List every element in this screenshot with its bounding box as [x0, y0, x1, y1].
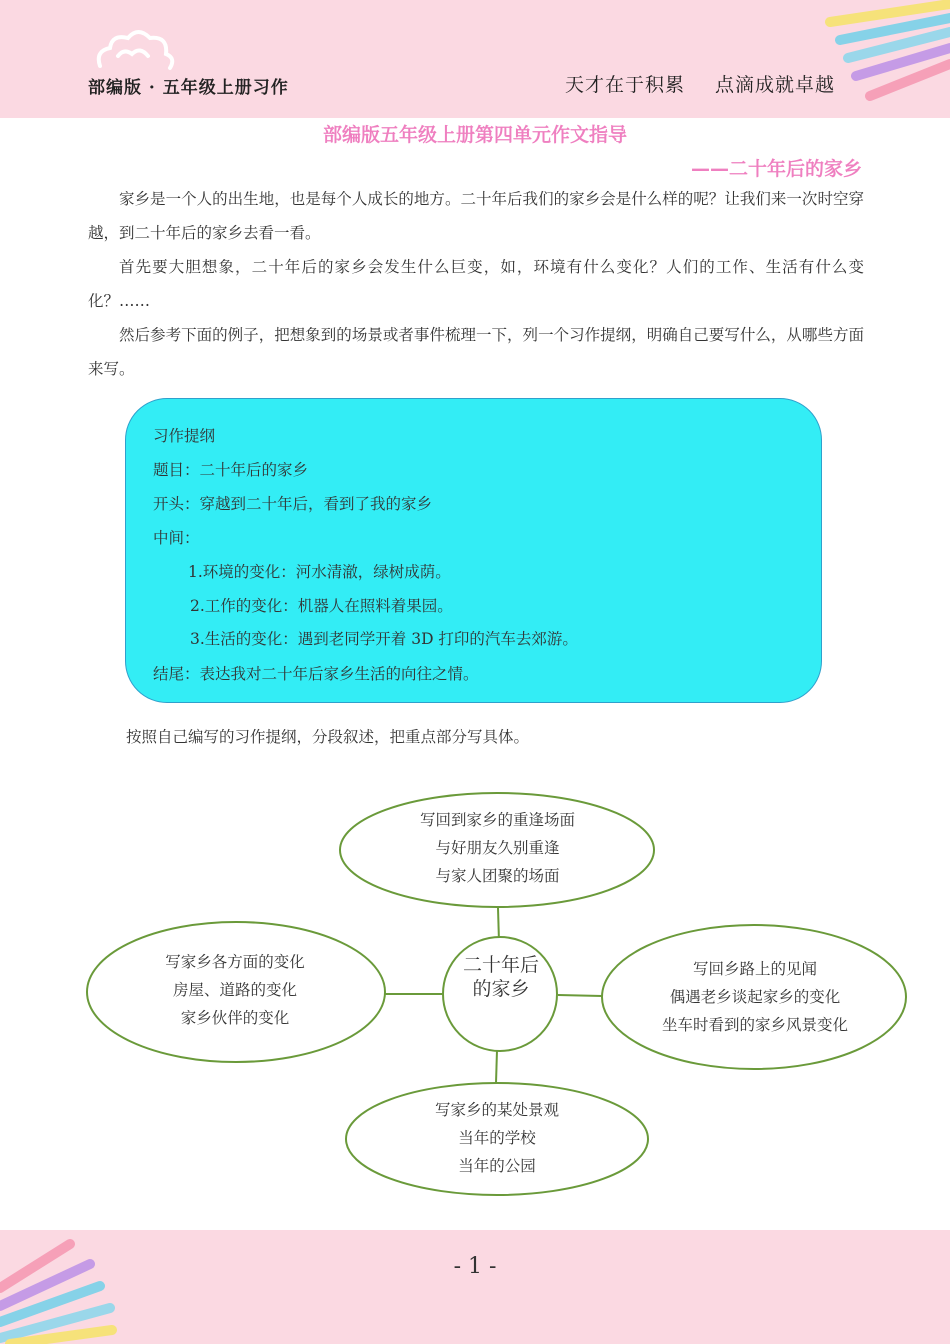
branch-bottom — [372, 1096, 622, 1180]
branch-left-item: 房屋、道路的变化 — [172, 981, 297, 999]
page-number: - 1 - — [453, 1254, 497, 1279]
branch-top — [360, 806, 635, 890]
branch-right-title: 写回乡路上的见闻 — [692, 960, 817, 978]
branch-left — [100, 948, 370, 1032]
outline-heading: 习作提纲 — [153, 427, 216, 445]
page-title: 部编版五年级上册第四单元作文指导 — [322, 124, 627, 146]
branch-bottom-title: 写家乡的某处景观 — [434, 1101, 559, 1119]
motto-1: 天才在于积累 — [565, 74, 686, 96]
connector-line — [558, 995, 602, 996]
page-subtitle: ——二十年后的家乡 — [690, 158, 862, 180]
outline-item: 2.工作的变化：机器人在照料着果园。 — [190, 597, 453, 615]
branch-right — [620, 955, 890, 1039]
branch-right-item: 坐车时看到的家乡风景变化 — [661, 1016, 848, 1034]
outline-paragraph: 然后参考下面的例子，把想象到的场景或者事件梳理一下，列一个习作提纲，明确自己要写什么，从哪些方面来写。 — [88, 326, 864, 378]
motto-2: 点滴成就卓越 — [715, 74, 836, 96]
branch-left-item: 家乡伙伴的变化 — [180, 1009, 290, 1027]
branch-left-title: 写家乡各方面的变化 — [165, 953, 305, 971]
center-node-label: 二十年后的家乡 — [462, 954, 539, 1000]
page-footer — [0, 1230, 950, 1344]
branch-right-item: 偶遇老乡谈起家乡的变化 — [669, 988, 841, 1006]
outline-middle: 中间： — [153, 529, 200, 547]
connector-line — [496, 1050, 497, 1083]
outline-box — [125, 398, 822, 703]
pencils-decoration-icon — [810, 0, 950, 110]
outline-topic: 题目：二十年后的家乡 — [153, 461, 309, 479]
outline-item: 3.生活的变化：遇到老同学开着 3D 打印的汽车去郊游。 — [190, 630, 578, 648]
instruction-text: 按照自己编写的习作提纲，分段叙述，把重点部分写具体。 — [126, 728, 530, 746]
branch-top-item: 与好朋友久别重逢 — [435, 839, 560, 857]
branch-top-title: 写回到家乡的重逢场面 — [419, 811, 575, 829]
intro-paragraph: 家乡是一个人的出生地，也是每个人成长的地方。二十年后我们的家乡会是什么样的呢？让我们来一次时空穿越，到二十年后的家乡去看一看。 — [88, 190, 864, 242]
header-course-label: 部编版 · 五年级上册习作 — [88, 78, 289, 98]
branch-top-item: 与家人团聚的场面 — [435, 867, 560, 885]
outline-ending: 结尾：表达我对二十年后家乡生活的向往之情。 — [153, 665, 479, 683]
cloud-decoration-icon — [90, 26, 180, 76]
imagine-paragraph: 首先要大胆想象，二十年后的家乡会发生什么巨变，如，环境有什么变化？人们的工作、生活有什么变化？…… — [88, 258, 864, 310]
branch-bottom-item: 当年的学校 — [458, 1129, 536, 1147]
page-header — [0, 0, 950, 118]
pencils-decoration-icon — [0, 1230, 130, 1344]
outline-item: 1.环境的变化：河水清澈，绿树成荫。 — [188, 563, 451, 581]
branch-bottom-item: 当年的公园 — [458, 1157, 536, 1175]
outline-opening: 开头：穿越到二十年后，看到了我的家乡 — [153, 495, 433, 513]
